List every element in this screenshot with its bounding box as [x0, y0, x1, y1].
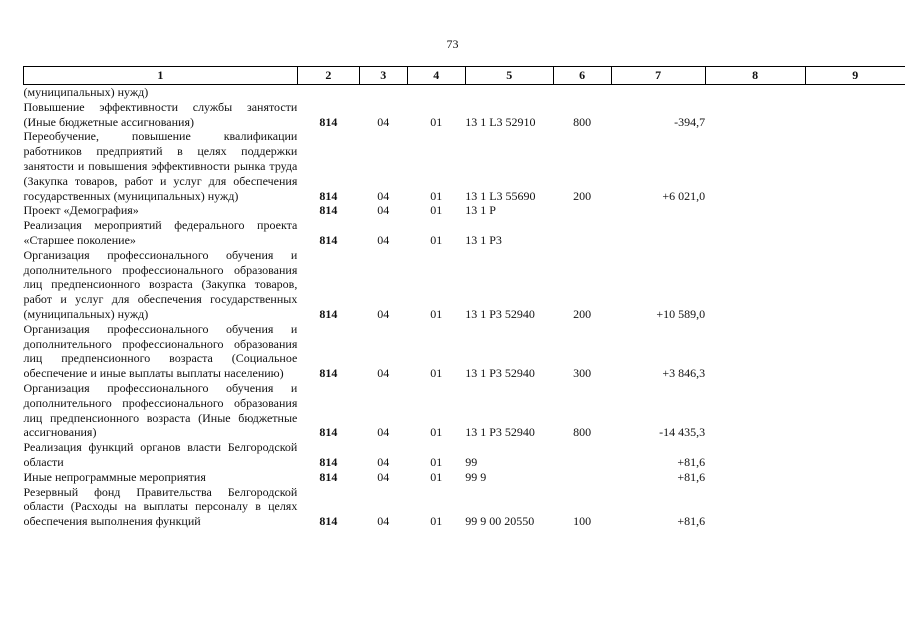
row-description	[24, 470, 298, 485]
row-admin-code: 814	[319, 306, 338, 321]
table-row	[24, 470, 905, 485]
table-row	[24, 381, 905, 440]
row-col9	[805, 470, 905, 485]
row-col9	[805, 485, 905, 529]
row-admin-code: 814	[319, 425, 338, 440]
table-row	[24, 100, 905, 130]
row-section: 04	[377, 203, 390, 218]
row-section: 04	[377, 366, 390, 381]
row-col9	[805, 381, 905, 440]
col-header-6: 6	[553, 67, 611, 85]
row-col9	[805, 129, 905, 203]
table-body	[24, 85, 905, 529]
table-row	[24, 248, 905, 322]
row-target-article: 13 1 L3 55690	[465, 188, 536, 203]
page-number: 73	[446, 37, 459, 51]
row-amount	[611, 85, 705, 100]
row-description	[24, 203, 298, 218]
row-subsection: 01	[430, 366, 443, 381]
row-subsection: 01	[430, 188, 443, 203]
row-expense-type: 200	[573, 306, 592, 321]
row-description-text: Повышение эффективности службы занятости (Иные бюджетные ассигнования)	[23, 99, 298, 129]
row-expense-type: 800	[573, 425, 592, 440]
row-description	[24, 381, 298, 440]
row-section: 04	[377, 425, 390, 440]
col-header-9: 9	[805, 67, 905, 85]
row-description	[24, 322, 298, 381]
row-col9	[805, 248, 905, 322]
row-description	[24, 218, 298, 248]
col-header-1: 1	[24, 67, 298, 85]
row-col9	[805, 322, 905, 381]
row-target-article: 13 1 P3	[465, 232, 502, 247]
row-description-text: Реализация мероприятий федерального проекта «Старшее поколение»	[23, 218, 298, 247]
row-description-text: Организация профессионального обучения и дополнительного профессионального образования лиц предпенсионного возраста (Иные бюджетные ассигнования)	[23, 380, 298, 440]
row-col9	[805, 100, 905, 130]
row-description	[24, 85, 298, 100]
row-target-article: 13 1 L3 52910	[465, 114, 536, 129]
row-description-text: Реализация функций органов власти Белгородской области	[23, 440, 298, 469]
row-subsection: 01	[430, 232, 443, 247]
row-target-article: 13 1 P	[465, 203, 496, 218]
row-section: 04	[377, 469, 390, 484]
row-amount	[611, 203, 705, 218]
row-target-article: 99 9	[465, 469, 487, 484]
row-subsection: 01	[430, 203, 443, 218]
row-description-text: Резервный фонд Правительства Белгородской области (Расходы на выплаты персоналу в целях обеспечения выполнения функций	[23, 484, 298, 529]
row-expense-type	[553, 440, 611, 470]
row-section: 04	[377, 306, 390, 321]
row-description-text: Иные непрограммные мероприятия	[23, 469, 206, 484]
table-row	[24, 218, 905, 248]
row-col8	[705, 485, 805, 529]
row-section: 04	[377, 114, 390, 129]
row-amount	[611, 218, 705, 248]
row-amount: -14 435,3	[659, 425, 706, 440]
row-target-article: 13 1 P3 52940	[465, 366, 535, 381]
table-row	[24, 129, 905, 203]
row-subsection	[407, 85, 465, 100]
row-admin-code	[297, 85, 359, 100]
budget-table	[23, 66, 905, 529]
col-header-5: 5	[465, 67, 553, 85]
row-admin-code: 814	[319, 114, 338, 129]
row-expense-type: 300	[573, 366, 592, 381]
col-header-4: 4	[407, 67, 465, 85]
row-col8	[705, 203, 805, 218]
row-subsection: 01	[430, 454, 443, 469]
row-target-article: 13 1 P3 52940	[465, 306, 535, 321]
row-expense-type: 800	[573, 114, 592, 129]
row-description	[24, 129, 298, 203]
row-subsection: 01	[430, 514, 443, 529]
row-expense-type	[553, 85, 611, 100]
row-expense-type: 200	[573, 188, 592, 203]
col-header-8: 8	[705, 67, 805, 85]
row-col8	[705, 85, 805, 100]
row-col8	[705, 100, 805, 130]
row-col8	[705, 129, 805, 203]
row-description	[24, 485, 298, 529]
row-target-article: 13 1 P3 52940	[465, 425, 535, 440]
table-row	[24, 203, 905, 218]
table-row	[24, 485, 905, 529]
row-section: 04	[377, 232, 390, 247]
row-col9	[805, 85, 905, 100]
row-section: 04	[377, 514, 390, 529]
row-section	[359, 85, 407, 100]
row-description-text: (муниципальных) нужд)	[23, 85, 149, 99]
row-admin-code: 814	[319, 514, 338, 529]
table-row	[24, 85, 905, 100]
row-admin-code: 814	[319, 232, 338, 247]
row-expense-type	[553, 218, 611, 248]
row-col8	[705, 322, 805, 381]
row-amount: +6 021,0	[662, 188, 706, 203]
row-description-text: Переобучение, повышение квалификации работников предприятий в целях поддержки занятости и повышения эффективности рынка труда (Закупка товаров, работ и услуг для обеспечения государственных (муниципальных) нужд)	[23, 129, 298, 203]
row-subsection: 01	[430, 114, 443, 129]
row-section: 04	[377, 188, 390, 203]
col-header-2: 2	[297, 67, 359, 85]
row-col8	[705, 470, 805, 485]
row-admin-code: 814	[319, 203, 338, 218]
row-description-text: Проект «Демография»	[23, 203, 139, 218]
row-col8	[705, 440, 805, 470]
row-admin-code: 814	[319, 469, 338, 484]
row-admin-code: 814	[319, 454, 338, 469]
row-description-text: Организация профессионального обучения и дополнительного профессионального образования лиц предпенсионного возраста (Социальное обеспечение и иные выплаты выплаты населению)	[23, 321, 298, 381]
table-row	[24, 440, 905, 470]
header-row	[24, 67, 905, 85]
row-expense-type: 100	[573, 514, 592, 529]
row-section: 04	[377, 454, 390, 469]
row-amount: +10 589,0	[656, 306, 706, 321]
row-expense-type	[553, 203, 611, 218]
row-col8	[705, 248, 805, 322]
col-header-3: 3	[359, 67, 407, 85]
row-col9	[805, 440, 905, 470]
row-description	[24, 100, 298, 130]
row-description	[24, 248, 298, 322]
row-description-text: Организация профессионального обучения и дополнительного профессионального образования лиц предпенсионного возраста (Закупка товаров, работ и услуг для обеспечения государственных (муниципальных) нужд)	[23, 247, 298, 321]
row-col8	[705, 218, 805, 248]
row-col9	[805, 218, 905, 248]
col-header-7: 7	[611, 67, 705, 85]
row-amount: -394,7	[674, 114, 706, 129]
row-admin-code: 814	[319, 188, 338, 203]
row-amount: +3 846,3	[662, 366, 706, 381]
row-description	[24, 440, 298, 470]
row-admin-code: 814	[319, 366, 338, 381]
row-target-article	[465, 85, 553, 100]
row-target-article: 99	[465, 454, 478, 469]
table-row	[24, 322, 905, 381]
row-amount: +81,6	[677, 454, 706, 469]
row-subsection: 01	[430, 306, 443, 321]
row-col9	[805, 203, 905, 218]
row-col8	[705, 381, 805, 440]
row-amount: +81,6	[677, 514, 706, 529]
row-subsection: 01	[430, 469, 443, 484]
row-expense-type	[553, 470, 611, 485]
row-target-article: 99 9 00 20550	[465, 514, 535, 529]
row-subsection: 01	[430, 425, 443, 440]
row-amount: +81,6	[677, 469, 706, 484]
